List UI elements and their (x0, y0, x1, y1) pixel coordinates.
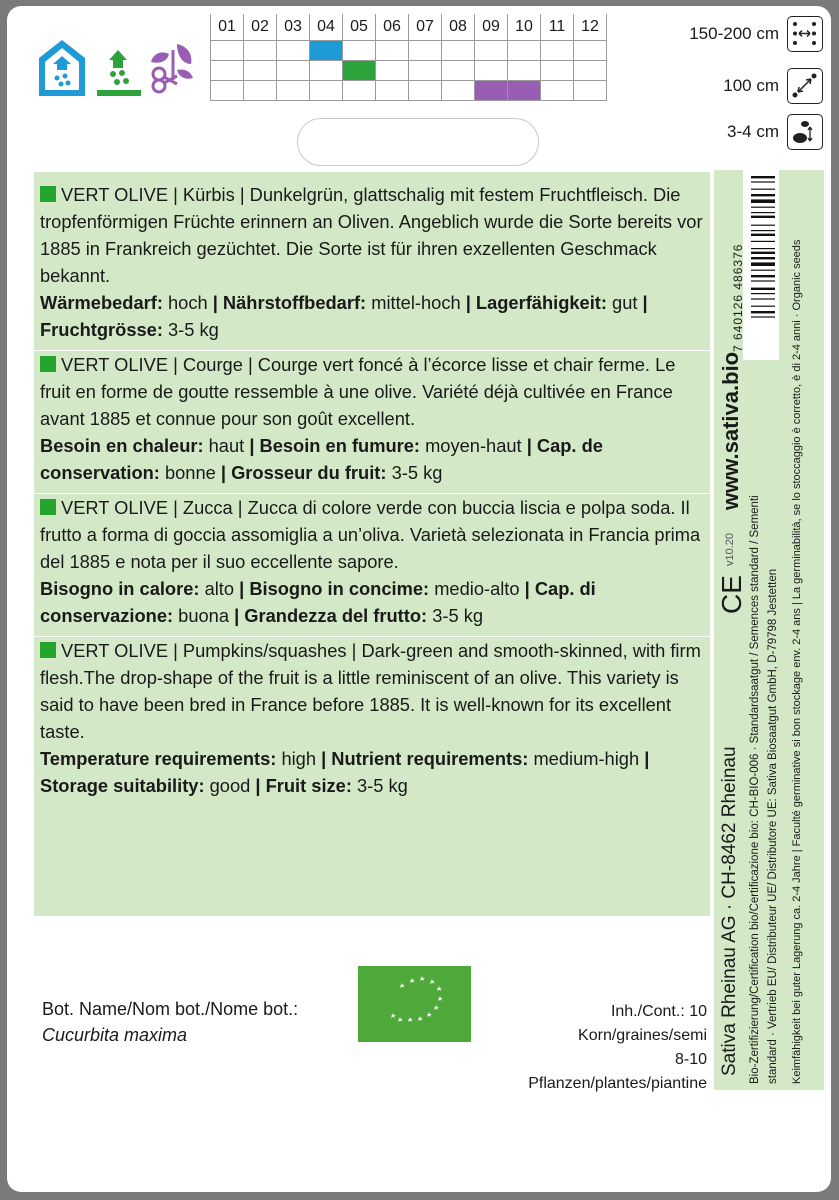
description-it (34, 494, 710, 637)
calendar-cell (574, 60, 607, 80)
description-fr (34, 351, 710, 494)
calendar-cell (541, 40, 574, 60)
germination-info: Keimfähigkeit bei guter Lagerung ca. 2-4 Jahre | Faculté germinative si bon stockage env. 2-4 ans | La germinabilità, se lo stoccaggio è corretto, è di 2-4 anni · Organic seeds (791, 239, 803, 1084)
month-label: 03 (277, 14, 310, 40)
month-label: 06 (376, 14, 409, 40)
calendar-cell (541, 80, 574, 100)
month-label: 07 (409, 14, 442, 40)
month-label: 11 (541, 14, 574, 40)
calendar-cell (574, 40, 607, 60)
calendar-cell (244, 40, 277, 60)
calendar-cell (442, 40, 475, 60)
month-label: 01 (211, 14, 244, 40)
description-text: VERT OLIVE | Kürbis | Dunkelgrün, glattschalig mit festem Fruchtfleisch. Die tropfenförmigen Früchte erinnern an Oliven. Angeblich wurde die Sorte bereits vor 1885 in Frankreich gezüchtet. Die Sorte ist für ihren exzellenten Geschmack bekannt. (40, 184, 703, 286)
green-square-icon (40, 356, 56, 372)
month-label: 09 (475, 14, 508, 40)
calendar-cell (343, 80, 376, 100)
calendar-cell (475, 60, 508, 80)
company-address: Sativa Rheinau AG · CH-8462 Rheinau (719, 746, 740, 1076)
contents: Inh./Cont.: 10 Korn/graines/semi 8-10 Pflanzen/plantes/piantine (528, 1003, 707, 1092)
barcode-bars (751, 176, 775, 356)
calendar-cell (475, 40, 508, 60)
calendar-cell (508, 80, 541, 100)
calendar-cell (409, 80, 442, 100)
calendar-row-harvest (211, 80, 607, 100)
website-link[interactable]: www.sativa.bio (718, 351, 743, 510)
calendar-cell (409, 60, 442, 80)
spec-label: 150-200 cm (689, 24, 779, 43)
green-square-icon (40, 186, 56, 202)
description-text: VERT OLIVE | Pumpkins/squashes | Dark-green and smooth-skinned, with firm flesh.The drop-shape of the fruit is a little reminiscent of an olive. This variety is said to have been bred in France before 1885. It is well-known for its excellent taste. (40, 640, 701, 742)
calendar-cell (442, 60, 475, 80)
description-panel (34, 172, 710, 916)
month-label: 02 (244, 14, 277, 40)
calendar-cell (442, 80, 475, 100)
calendar-cell (475, 80, 508, 100)
spec-label: 100 cm (723, 76, 779, 95)
calendar-cell (310, 60, 343, 80)
properties: Wärmebedarf: hoch | Nährstoffbedarf: mittel-hoch | Lagerfähigkeit: gut | Fruchtgrösse: 3-5 kg (40, 292, 648, 340)
calendar-cell (343, 40, 376, 60)
row-spacing-icon (787, 16, 823, 52)
house-sowing-icon (37, 38, 87, 98)
sowing-depth-icon (787, 114, 823, 150)
calendar-row-sowing-indoor (211, 40, 607, 60)
green-square-icon (40, 642, 56, 658)
barcode-number: 7 640126 486376 (731, 243, 745, 352)
month-label: 05 (343, 14, 376, 40)
calendar-cell (376, 80, 409, 100)
calendar-cell (409, 40, 442, 60)
certification-line-1: Bio-Zertifizierung/Certification bio/Certificazione bio: CH-BIO-006 · Standardsaatgut / Semences standard / Sementi (749, 495, 761, 1084)
month-label: 08 (442, 14, 475, 40)
calendar-cell (343, 60, 376, 80)
description-en (34, 637, 710, 806)
calendar-cell (244, 60, 277, 80)
calendar-cell (310, 80, 343, 100)
spec-plant-spacing (723, 68, 823, 104)
eu-organic-logo (358, 966, 471, 1042)
calendar-cell (310, 40, 343, 60)
version-label: v10.20 (724, 532, 736, 566)
calendar-cell (277, 40, 310, 60)
month-label: 12 (574, 14, 607, 40)
properties: Temperature requirements: high | Nutrient requirements: medium-high | Storage suitability: good | Fruit size: 3-5 kg (40, 748, 650, 796)
properties: Besoin en chaleur: haut | Besoin en fumure: moyen-haut | Cap. de conservation: bonne | Grosseur du fruit: 3-5 kg (40, 435, 603, 483)
calendar-cell (244, 80, 277, 100)
spec-row-spacing (689, 16, 823, 52)
calendar-cell (277, 80, 310, 100)
calendar-cell (376, 40, 409, 60)
calendar-cell (508, 40, 541, 60)
calendar-cell (277, 60, 310, 80)
calendar-cell (211, 40, 244, 60)
plant-spacing-icon (787, 68, 823, 104)
harvest-scissors-icon (147, 40, 199, 98)
seed-packet-back (7, 6, 831, 1192)
sowing-calendar (210, 14, 607, 101)
outdoor-sowing-icon (95, 46, 143, 98)
calendar-cell (541, 60, 574, 80)
calendar-cell (376, 60, 409, 80)
hang-slot (297, 118, 539, 166)
month-label: 10 (508, 14, 541, 40)
certification-line-2: standard · Vertrieb EU/ Distributeur UE/ Distributore UE: Sativa Biosaatgut GmbH, D-79798 Jestetten (767, 568, 779, 1084)
properties: Bisogno in calore: alto | Bisogno in concime: medio-alto | Cap. di conservazione: buona | Grandezza del frutto: 3-5 kg (40, 578, 596, 626)
description-de (34, 172, 710, 351)
calendar-cell (574, 80, 607, 100)
description-text: VERT OLIVE | Courge | Courge vert foncé à l’écorce lisse et chair ferme. Le fruit en forme de goutte ressemble à une olive. Variété déjà cultivée en France avant 1885 et connue pour son goût excellent. (40, 354, 676, 429)
spec-sowing-depth (727, 114, 823, 150)
calendar-row-sowing-outdoor (211, 60, 607, 80)
spec-label: 3-4 cm (727, 122, 779, 141)
calendar-cell (508, 60, 541, 80)
month-label: 04 (310, 14, 343, 40)
description-text: VERT OLIVE | Zucca | Zucca di colore verde con buccia liscia e polpa soda. Il frutto a forma di goccia assomiglia a un’oliva. Varietà selezionata in Francia prima del 1885 e nota per il suo eccellente sapore. (40, 497, 701, 572)
green-square-icon (40, 499, 56, 515)
ce-mark: CE (716, 575, 747, 614)
botanical-name: Bot. Name/Nom bot./Nome bot.: Cucurbita maxima (42, 999, 299, 1045)
calendar-cell (211, 80, 244, 100)
calendar-cell (211, 60, 244, 80)
